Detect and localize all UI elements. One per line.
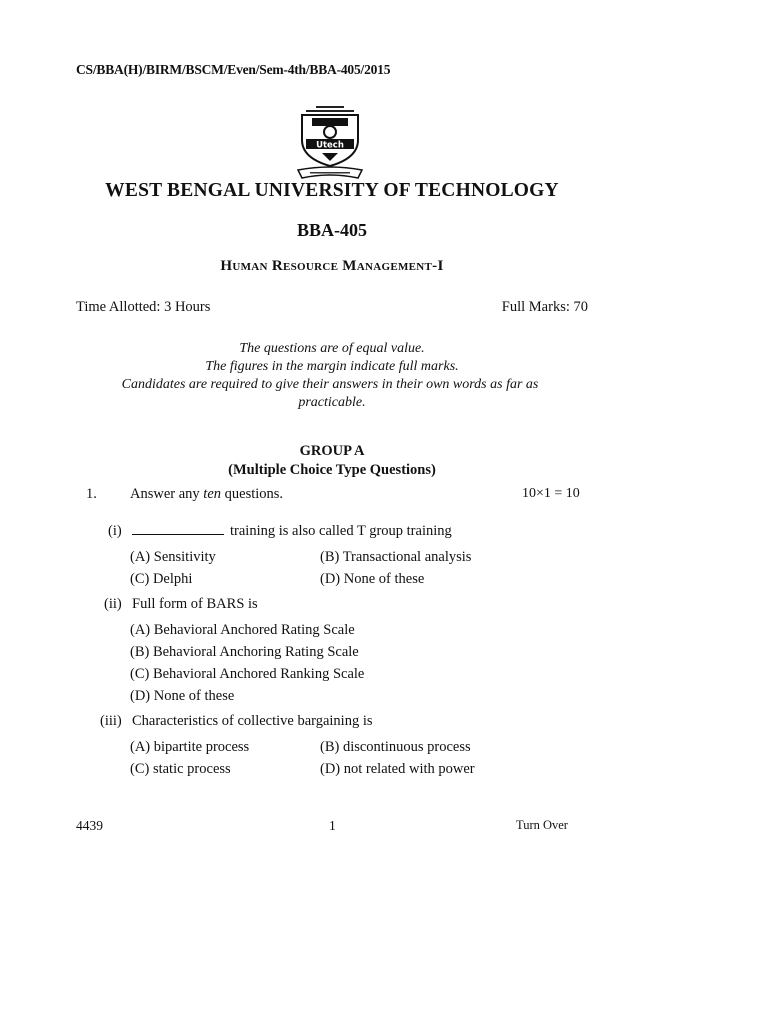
instruction-line-3: Candidates are required to give their answers in their own words as far as (121, 377, 539, 392)
university-logo-icon (296, 106, 364, 188)
group-subtitle: (Multiple Choice Type Questions) (228, 462, 436, 478)
time-allotted: Time Allotted: 3 Hours (76, 299, 211, 315)
option: (B) discontinuous process (320, 739, 471, 755)
subject-title: Human Resource Management-I (220, 258, 444, 274)
university-name: WEST BENGAL UNIVERSITY OF TECHNOLOGY (105, 180, 559, 201)
instruction-line-1: The questions are of equal value. (239, 341, 425, 356)
instruction-line-2: The figures in the margin indicate full marks. (205, 359, 459, 374)
university-logo (296, 106, 364, 188)
full-marks: Full Marks: 70 (501, 299, 588, 315)
option: (B) Transactional analysis (320, 549, 472, 565)
page-number: 1 (329, 818, 336, 833)
paper-code-title: BBA-405 (296, 220, 367, 240)
item-question (132, 523, 452, 540)
option: (A) Behavioral Anchored Rating Scale (130, 622, 355, 638)
option: (C) Behavioral Anchored Ranking Scale (130, 666, 365, 682)
question-instruction-emphasis: ten (203, 486, 222, 502)
question-instruction (130, 486, 283, 503)
item-number: (i) (108, 523, 122, 539)
item-question-text: Full form of BARS is (132, 596, 258, 612)
turn-over-label: Turn Over (516, 818, 568, 832)
option: (A) Sensitivity (130, 549, 216, 565)
option: (D) None of these (320, 571, 425, 587)
footer-paper-number: 4439 (76, 818, 103, 833)
group-title: GROUP A (299, 443, 365, 459)
svg-text:Utech: Utech (316, 140, 344, 151)
item-question-text: training is also called T group training (230, 523, 452, 539)
option: (B) Behavioral Anchoring Rating Scale (130, 644, 359, 660)
question-instruction-suffix: questions. (221, 486, 284, 502)
paper-code: CS/BBA(H)/BIRM/BSCM/Even/Sem-4th/BBA-405/2015 (76, 62, 391, 77)
question-number: 1. (86, 486, 97, 502)
item-question-text: Characteristics of collective bargaining is (132, 713, 373, 729)
option: (D) not related with power (320, 761, 475, 777)
option: (D) None of these (130, 688, 235, 704)
question-instruction-prefix: Answer any (130, 486, 204, 502)
question-marks: 10×1 = 10 (522, 486, 580, 501)
option: (C) static process (130, 761, 231, 777)
option: (C) Delphi (130, 571, 193, 587)
item-number: (ii) (104, 596, 122, 612)
answer-blank (132, 523, 224, 535)
option: (A) bipartite process (130, 739, 250, 755)
instruction-line-4: practicable. (298, 395, 366, 410)
item-number: (iii) (100, 713, 122, 729)
